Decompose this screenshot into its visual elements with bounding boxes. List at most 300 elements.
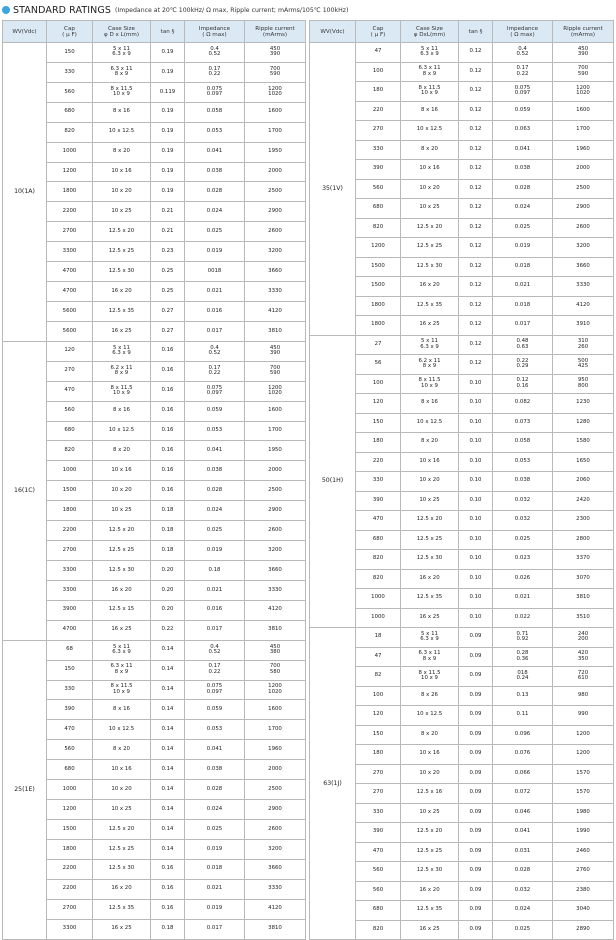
cap-cell xyxy=(356,140,401,160)
cap-cell-line: 390 xyxy=(372,165,384,172)
impedance-cell xyxy=(185,720,245,740)
impedance-cell xyxy=(185,381,245,401)
impedance-cell xyxy=(493,511,553,531)
case-size-cell-line: 10 x 16 xyxy=(419,457,440,464)
cap-cell-line: 120 xyxy=(372,711,384,718)
impedance-cell-line: 0.097 xyxy=(206,390,223,397)
cap-cell xyxy=(356,667,401,687)
ripple-current-cell xyxy=(245,680,306,700)
case-size-cell-line: 10 x 12.5 xyxy=(416,126,443,133)
case-size-cell xyxy=(93,819,151,839)
cap-cell xyxy=(47,142,93,162)
cap-cell xyxy=(356,920,401,940)
ripple-current-cell xyxy=(245,580,306,600)
cap-cell-line: 150 xyxy=(372,730,384,737)
cap-cell-line: 3300 xyxy=(62,586,77,593)
impedance-cell xyxy=(185,242,245,262)
cap-cell xyxy=(356,706,401,726)
case-size-cell xyxy=(401,628,459,648)
cap-cell-line: 270 xyxy=(372,789,384,796)
cap-cell-line: 820 xyxy=(64,447,75,454)
ripple-current-cell-line: 450 xyxy=(577,45,589,52)
impedance-cell xyxy=(185,481,245,501)
ripple-current-cell xyxy=(245,819,306,839)
table-row xyxy=(3,182,306,202)
cap-cell-line: 390 xyxy=(372,828,384,835)
ripple-current-cell-line: 3200 xyxy=(268,845,282,852)
impedance-cell xyxy=(493,218,553,238)
impedance-cell xyxy=(185,680,245,700)
impedance-cell xyxy=(185,262,245,282)
impedance-cell-line: 0.025 xyxy=(206,227,223,234)
impedance-cell-line: 0.032 xyxy=(514,496,531,503)
case-size-cell-line: 6.3 x 11 xyxy=(418,650,441,657)
column-header-impedance-line: ( Ω max) xyxy=(510,31,535,38)
impedance-cell xyxy=(493,920,553,940)
case-size-cell-line: 10 x 25 xyxy=(419,204,440,211)
case-size-cell xyxy=(93,242,151,262)
ripple-current-cell-line: 1950 xyxy=(268,148,282,155)
cap-cell xyxy=(47,321,93,341)
impedance-cell xyxy=(185,202,245,222)
tan-cell xyxy=(459,608,493,628)
cap-cell-line: 330 xyxy=(372,477,384,484)
table-row xyxy=(310,394,614,414)
tan-cell-line: 0.21 xyxy=(161,227,174,234)
cap-cell-line: 1500 xyxy=(62,825,77,832)
tan-cell-line: 0.27 xyxy=(161,307,174,314)
table-row xyxy=(3,102,306,122)
tan-cell-line: 0.10 xyxy=(469,574,482,581)
impedance-cell-line: 0.076 xyxy=(514,750,531,757)
cap-cell xyxy=(356,589,401,609)
ratings-tables xyxy=(2,20,614,940)
impedance-cell xyxy=(493,62,553,82)
ripple-current-cell-line: 3810 xyxy=(268,626,282,633)
case-size-cell-line: 8 x 11.5 xyxy=(110,85,133,92)
cap-cell-line: 3300 xyxy=(62,566,77,573)
table-row xyxy=(310,472,614,492)
case-size-cell-line: 12.5 x 16 xyxy=(416,789,443,796)
ripple-current-cell xyxy=(245,341,306,361)
ripple-current-cell-line: 450 xyxy=(269,643,281,650)
ripple-current-cell-line: 3040 xyxy=(576,906,590,913)
ripple-current-cell xyxy=(245,720,306,740)
case-size-cell-line: 12.5 x 30 xyxy=(416,867,443,874)
case-size-cell-line: 16 x 25 xyxy=(419,321,440,328)
ripple-current-cell-line: 3810 xyxy=(268,925,282,932)
impedance-cell-line: 0.021 xyxy=(206,586,223,593)
cap-cell-line: 1000 xyxy=(62,785,77,792)
tan-cell xyxy=(151,301,185,321)
cap-cell-line: 1800 xyxy=(62,188,77,195)
ripple-current-cell xyxy=(245,560,306,580)
column-header-impedance-line: ( Ω max) xyxy=(202,31,227,38)
tan-cell-line: 0.10 xyxy=(469,477,482,484)
ripple-current-cell-line: 390 xyxy=(577,51,589,58)
tan-cell xyxy=(151,760,185,780)
impedance-cell-line: 0.025 xyxy=(514,925,531,932)
impedance-cell xyxy=(493,394,553,414)
tan-cell xyxy=(151,222,185,242)
table-row xyxy=(3,282,306,302)
case-size-cell xyxy=(401,803,459,823)
column-header-tan xyxy=(459,21,493,43)
tan-cell-line: 0.14 xyxy=(161,686,174,693)
case-size-cell-line: 12.5 x 25 xyxy=(416,535,443,542)
impedance-cell-line: 0.29 xyxy=(516,363,529,370)
cap-cell-line: 1000 xyxy=(371,594,385,601)
impedance-cell xyxy=(493,199,553,219)
impedance-cell-line: 0.038 xyxy=(206,765,223,772)
case-size-cell-line: 12.5 x 25 xyxy=(108,546,135,553)
case-size-cell xyxy=(93,899,151,919)
tan-cell-line: 0.09 xyxy=(469,652,482,659)
cap-cell-line: 100 xyxy=(372,67,384,74)
case-size-cell xyxy=(401,160,459,180)
table-row xyxy=(3,919,306,939)
table-row xyxy=(310,589,614,609)
cap-cell-line: 680 xyxy=(372,535,384,542)
tan-cell xyxy=(151,839,185,859)
case-size-cell-line: 6.3 x 9 xyxy=(420,51,439,58)
page-title: STANDARD RATINGS xyxy=(13,4,111,16)
impedance-cell xyxy=(493,667,553,687)
ripple-current-cell-line: 1020 xyxy=(268,688,282,695)
ripple-current-cell-line: 3330 xyxy=(268,586,282,593)
case-size-cell-line: 12.5 x 20 xyxy=(108,526,135,533)
cap-cell-line: 18 xyxy=(374,633,382,640)
table-row xyxy=(3,640,306,660)
case-size-cell-line: 6.3 x 9 xyxy=(420,343,439,350)
ripple-current-cell-line: 1020 xyxy=(268,390,282,397)
case-size-cell xyxy=(93,341,151,361)
case-size-cell-line: 16 x 25 xyxy=(419,613,440,620)
table-row xyxy=(3,301,306,321)
tan-cell xyxy=(151,780,185,800)
table-row xyxy=(310,608,614,628)
table-row xyxy=(310,803,614,823)
ripple-current-cell xyxy=(245,800,306,820)
ripple-current-cell-line: 3660 xyxy=(576,262,590,269)
ripple-current-cell-line: 700 xyxy=(269,663,281,670)
tan-cell xyxy=(151,102,185,122)
cap-cell-line: 3900 xyxy=(62,606,77,613)
table-row xyxy=(310,686,614,706)
impedance-cell xyxy=(185,541,245,561)
impedance-cell-line: 0.22 xyxy=(516,357,529,364)
tan-cell xyxy=(151,122,185,142)
impedance-cell xyxy=(185,361,245,381)
cap-cell xyxy=(47,740,93,760)
cap-cell xyxy=(47,600,93,620)
case-size-cell xyxy=(93,660,151,680)
cap-cell xyxy=(356,121,401,141)
tan-cell-line: 0.14 xyxy=(161,646,174,653)
tan-cell xyxy=(459,238,493,258)
cap-cell-line: 68 xyxy=(66,646,73,653)
table-row xyxy=(3,780,306,800)
cap-cell-line: 560 xyxy=(372,886,384,893)
table-row xyxy=(310,569,614,589)
cap-cell-line: 820 xyxy=(372,555,384,562)
tan-cell xyxy=(151,421,185,441)
cap-cell-line: 820 xyxy=(372,574,384,581)
case-size-cell-line: 8 x 11.5 xyxy=(110,683,133,690)
cap-cell-line: 470 xyxy=(64,726,75,732)
column-header-cap-line: ( μ F) xyxy=(62,31,77,38)
table-row xyxy=(310,530,614,550)
ripple-current-cell-line: 590 xyxy=(269,370,281,377)
case-size-cell xyxy=(93,262,151,282)
cap-cell-line: 220 xyxy=(372,106,384,113)
ripple-current-cell-line: 2380 xyxy=(576,886,590,893)
column-header-ripple-current-line: Ripple current xyxy=(255,25,295,32)
table-row xyxy=(310,101,614,121)
case-size-cell-line: 12.5 x 15 xyxy=(108,606,135,613)
case-size-cell-line: 8 x 26 xyxy=(421,691,438,698)
table-row xyxy=(310,784,614,804)
tan-cell-line: 0.09 xyxy=(469,906,482,913)
case-size-cell-line: 16 x 25 xyxy=(111,327,132,334)
case-size-cell xyxy=(401,394,459,414)
case-size-cell-line: 8 x 16 xyxy=(421,106,438,113)
cap-cell xyxy=(47,919,93,939)
tan-cell-line: 0.12 xyxy=(469,340,482,347)
case-size-cell xyxy=(93,122,151,142)
voltage-group-cell-line: 35(1V) xyxy=(322,184,343,192)
impedance-cell-line: 0.12 xyxy=(516,377,529,384)
cap-cell xyxy=(356,413,401,433)
cap-cell-line: 120 xyxy=(372,399,384,406)
ripple-current-cell xyxy=(245,242,306,262)
tan-cell xyxy=(459,394,493,414)
cap-cell-line: 270 xyxy=(372,769,384,776)
case-size-cell-line: 12.5 x 35 xyxy=(416,906,443,913)
ripple-current-cell-line: 3660 xyxy=(268,566,282,573)
tan-cell-line: 0.20 xyxy=(161,566,174,573)
impedance-cell xyxy=(185,62,245,82)
impedance-cell xyxy=(493,491,553,511)
impedance-cell xyxy=(493,628,553,648)
ripple-current-cell-line: 1700 xyxy=(268,726,282,732)
ripple-current-cell xyxy=(553,881,614,901)
ripple-current-cell xyxy=(245,501,306,521)
ripple-current-cell xyxy=(553,140,614,160)
cap-cell-line: 5600 xyxy=(62,307,77,314)
impedance-cell-line: 0.018 xyxy=(206,865,223,872)
impedance-cell-line: 0.024 xyxy=(514,204,531,211)
impedance-cell-line: 0.053 xyxy=(206,726,223,732)
ripple-current-cell xyxy=(245,82,306,102)
voltage-group-cell-line: 63(1J) xyxy=(323,779,342,787)
impedance-cell-line: 0.031 xyxy=(514,847,531,854)
case-size-cell-line: 10 x 16 xyxy=(111,765,132,772)
ripple-current-cell-line: 3810 xyxy=(576,594,590,601)
impedance-cell-line: 0.097 xyxy=(206,688,223,695)
tan-cell xyxy=(459,43,493,63)
column-header-impedance xyxy=(493,21,553,43)
case-size-cell-line: 10 x 12.5 xyxy=(416,418,443,425)
impedance-cell-line: 0.025 xyxy=(514,535,531,542)
table-row xyxy=(310,550,614,570)
case-size-cell-line: 8 x 20 xyxy=(421,145,438,152)
impedance-cell xyxy=(493,745,553,765)
impedance-cell-line: 0.24 xyxy=(516,675,529,682)
cap-cell xyxy=(47,660,93,680)
ripple-current-cell-line: 990 xyxy=(577,711,589,718)
ripple-current-cell-line: 1600 xyxy=(268,108,282,115)
ripple-current-cell-line: 2500 xyxy=(268,486,282,493)
case-size-cell xyxy=(93,401,151,421)
cap-cell-line: 560 xyxy=(64,745,75,752)
voltage-group-cell xyxy=(310,335,356,628)
ripple-current-cell-line: 2760 xyxy=(576,867,590,874)
impedance-cell xyxy=(493,569,553,589)
ripple-current-cell xyxy=(245,162,306,182)
cap-cell-line: 470 xyxy=(64,387,75,394)
cap-cell-line: 150 xyxy=(372,418,384,425)
cap-cell-line: 1200 xyxy=(371,243,385,250)
cap-cell-line: 180 xyxy=(372,438,384,445)
ripple-current-cell-line: 2000 xyxy=(268,765,282,772)
cap-cell xyxy=(356,335,401,355)
ripple-current-cell-line: 4120 xyxy=(268,905,282,912)
case-size-cell-line: 10 x 20 xyxy=(111,188,132,195)
column-header-cap xyxy=(47,21,93,43)
tan-cell-line: 0.09 xyxy=(469,769,482,776)
impedance-cell-line: 0.28 xyxy=(516,650,529,657)
tan-cell-line: 0.119 xyxy=(159,88,176,95)
case-size-cell xyxy=(401,745,459,765)
cap-cell xyxy=(47,262,93,282)
impedance-cell-line: 0.017 xyxy=(206,626,223,633)
cap-cell xyxy=(47,461,93,481)
cap-cell xyxy=(356,316,401,336)
header-row xyxy=(3,21,306,43)
impedance-cell xyxy=(185,640,245,660)
ripple-current-cell xyxy=(553,374,614,394)
voltage-group-cell-line: 10(1A) xyxy=(14,188,35,196)
ripple-current-cell xyxy=(553,316,614,336)
voltage-group-cell-line: 16(1C) xyxy=(14,486,35,494)
impedance-cell xyxy=(185,919,245,939)
column-header-tan xyxy=(151,21,185,43)
ripple-current-cell-line: 2900 xyxy=(268,506,282,513)
case-size-cell-line: 8 x 11.5 xyxy=(418,669,441,676)
cap-cell xyxy=(47,202,93,222)
table-row xyxy=(310,140,614,160)
case-size-cell xyxy=(401,257,459,277)
case-size-cell xyxy=(401,920,459,940)
tan-cell xyxy=(151,620,185,640)
tan-cell-line: 0.18 xyxy=(161,506,174,513)
impedance-cell-line: 0.017 xyxy=(206,925,223,932)
ripple-current-cell xyxy=(553,238,614,258)
cap-cell-line: 330 xyxy=(372,808,384,815)
tan-cell xyxy=(151,242,185,262)
tan-cell-line: 0.16 xyxy=(161,885,174,892)
bullet-icon xyxy=(2,6,10,14)
table-row xyxy=(310,316,614,336)
table-row xyxy=(310,374,614,394)
case-size-cell xyxy=(401,199,459,219)
tan-cell xyxy=(151,660,185,680)
tan-cell xyxy=(151,142,185,162)
impedance-cell-line: 0.053 xyxy=(514,457,531,464)
tan-cell-line: 0.12 xyxy=(469,282,482,289)
ripple-current-cell-line: 1020 xyxy=(268,91,282,98)
table-row xyxy=(3,720,306,740)
table-row xyxy=(310,121,614,141)
case-size-cell xyxy=(93,222,151,242)
case-size-cell-line: 8 x 20 xyxy=(113,447,130,454)
impedance-cell-line: 0.017 xyxy=(206,327,223,334)
cap-cell xyxy=(356,803,401,823)
tan-cell-line: 0.18 xyxy=(161,526,174,533)
ripple-current-cell-line: 700 xyxy=(577,65,589,72)
impedance-cell xyxy=(185,222,245,242)
tan-cell xyxy=(459,881,493,901)
column-header-case-size-line: φ D x L(mm) xyxy=(103,31,140,38)
case-size-cell-line: 8 x 20 xyxy=(421,438,438,445)
case-size-cell-line: 16 x 20 xyxy=(419,574,440,581)
cap-cell xyxy=(356,491,401,511)
table-row xyxy=(310,901,614,921)
impedance-cell xyxy=(493,101,553,121)
impedance-cell xyxy=(185,501,245,521)
voltage-group-cell xyxy=(310,628,356,940)
ripple-current-cell-line: 2900 xyxy=(268,208,282,215)
tan-cell xyxy=(459,374,493,394)
impedance-cell-line: 0.22 xyxy=(208,370,221,377)
tan-cell-line: 0.10 xyxy=(469,594,482,601)
case-size-cell-line: 16 x 25 xyxy=(419,925,440,932)
tan-cell xyxy=(459,433,493,453)
impedance-cell-line: 0.52 xyxy=(208,350,221,357)
table-row xyxy=(3,361,306,381)
cap-cell-line: 3300 xyxy=(62,925,77,932)
voltage-group-cell-line: 25(1E) xyxy=(14,786,35,794)
case-size-cell-line: 10 x 9 xyxy=(421,382,438,389)
tan-cell-line: 0.14 xyxy=(161,706,174,713)
cap-cell-line: 4700 xyxy=(62,287,77,294)
impedance-cell-line: 0.075 xyxy=(206,85,223,92)
impedance-cell xyxy=(493,608,553,628)
impedance-cell-line: 0.025 xyxy=(514,223,531,230)
ripple-current-cell-line: 1600 xyxy=(576,106,590,113)
table-row xyxy=(310,667,614,687)
impedance-cell xyxy=(185,760,245,780)
ripple-current-cell-line: 3810 xyxy=(268,327,282,334)
cap-cell-line: 820 xyxy=(372,925,384,932)
case-size-cell-line: 8 x 9 xyxy=(422,70,437,77)
case-size-cell xyxy=(401,667,459,687)
ripple-current-cell-line: 2420 xyxy=(576,496,590,503)
impedance-cell xyxy=(493,413,553,433)
ripple-current-cell-line: 260 xyxy=(577,343,589,350)
tan-cell-line: 0.12 xyxy=(469,204,482,211)
case-size-cell xyxy=(401,413,459,433)
impedance-cell xyxy=(493,179,553,199)
column-header-ripple-current xyxy=(245,21,306,43)
impedance-cell-line: 0.058 xyxy=(514,438,531,445)
ripple-current-cell xyxy=(553,257,614,277)
case-size-cell-line: 12.5 x 30 xyxy=(108,267,135,274)
table-row xyxy=(3,461,306,481)
tan-cell-line: 0.09 xyxy=(469,886,482,893)
impedance-cell-line: 0.038 xyxy=(514,165,531,172)
